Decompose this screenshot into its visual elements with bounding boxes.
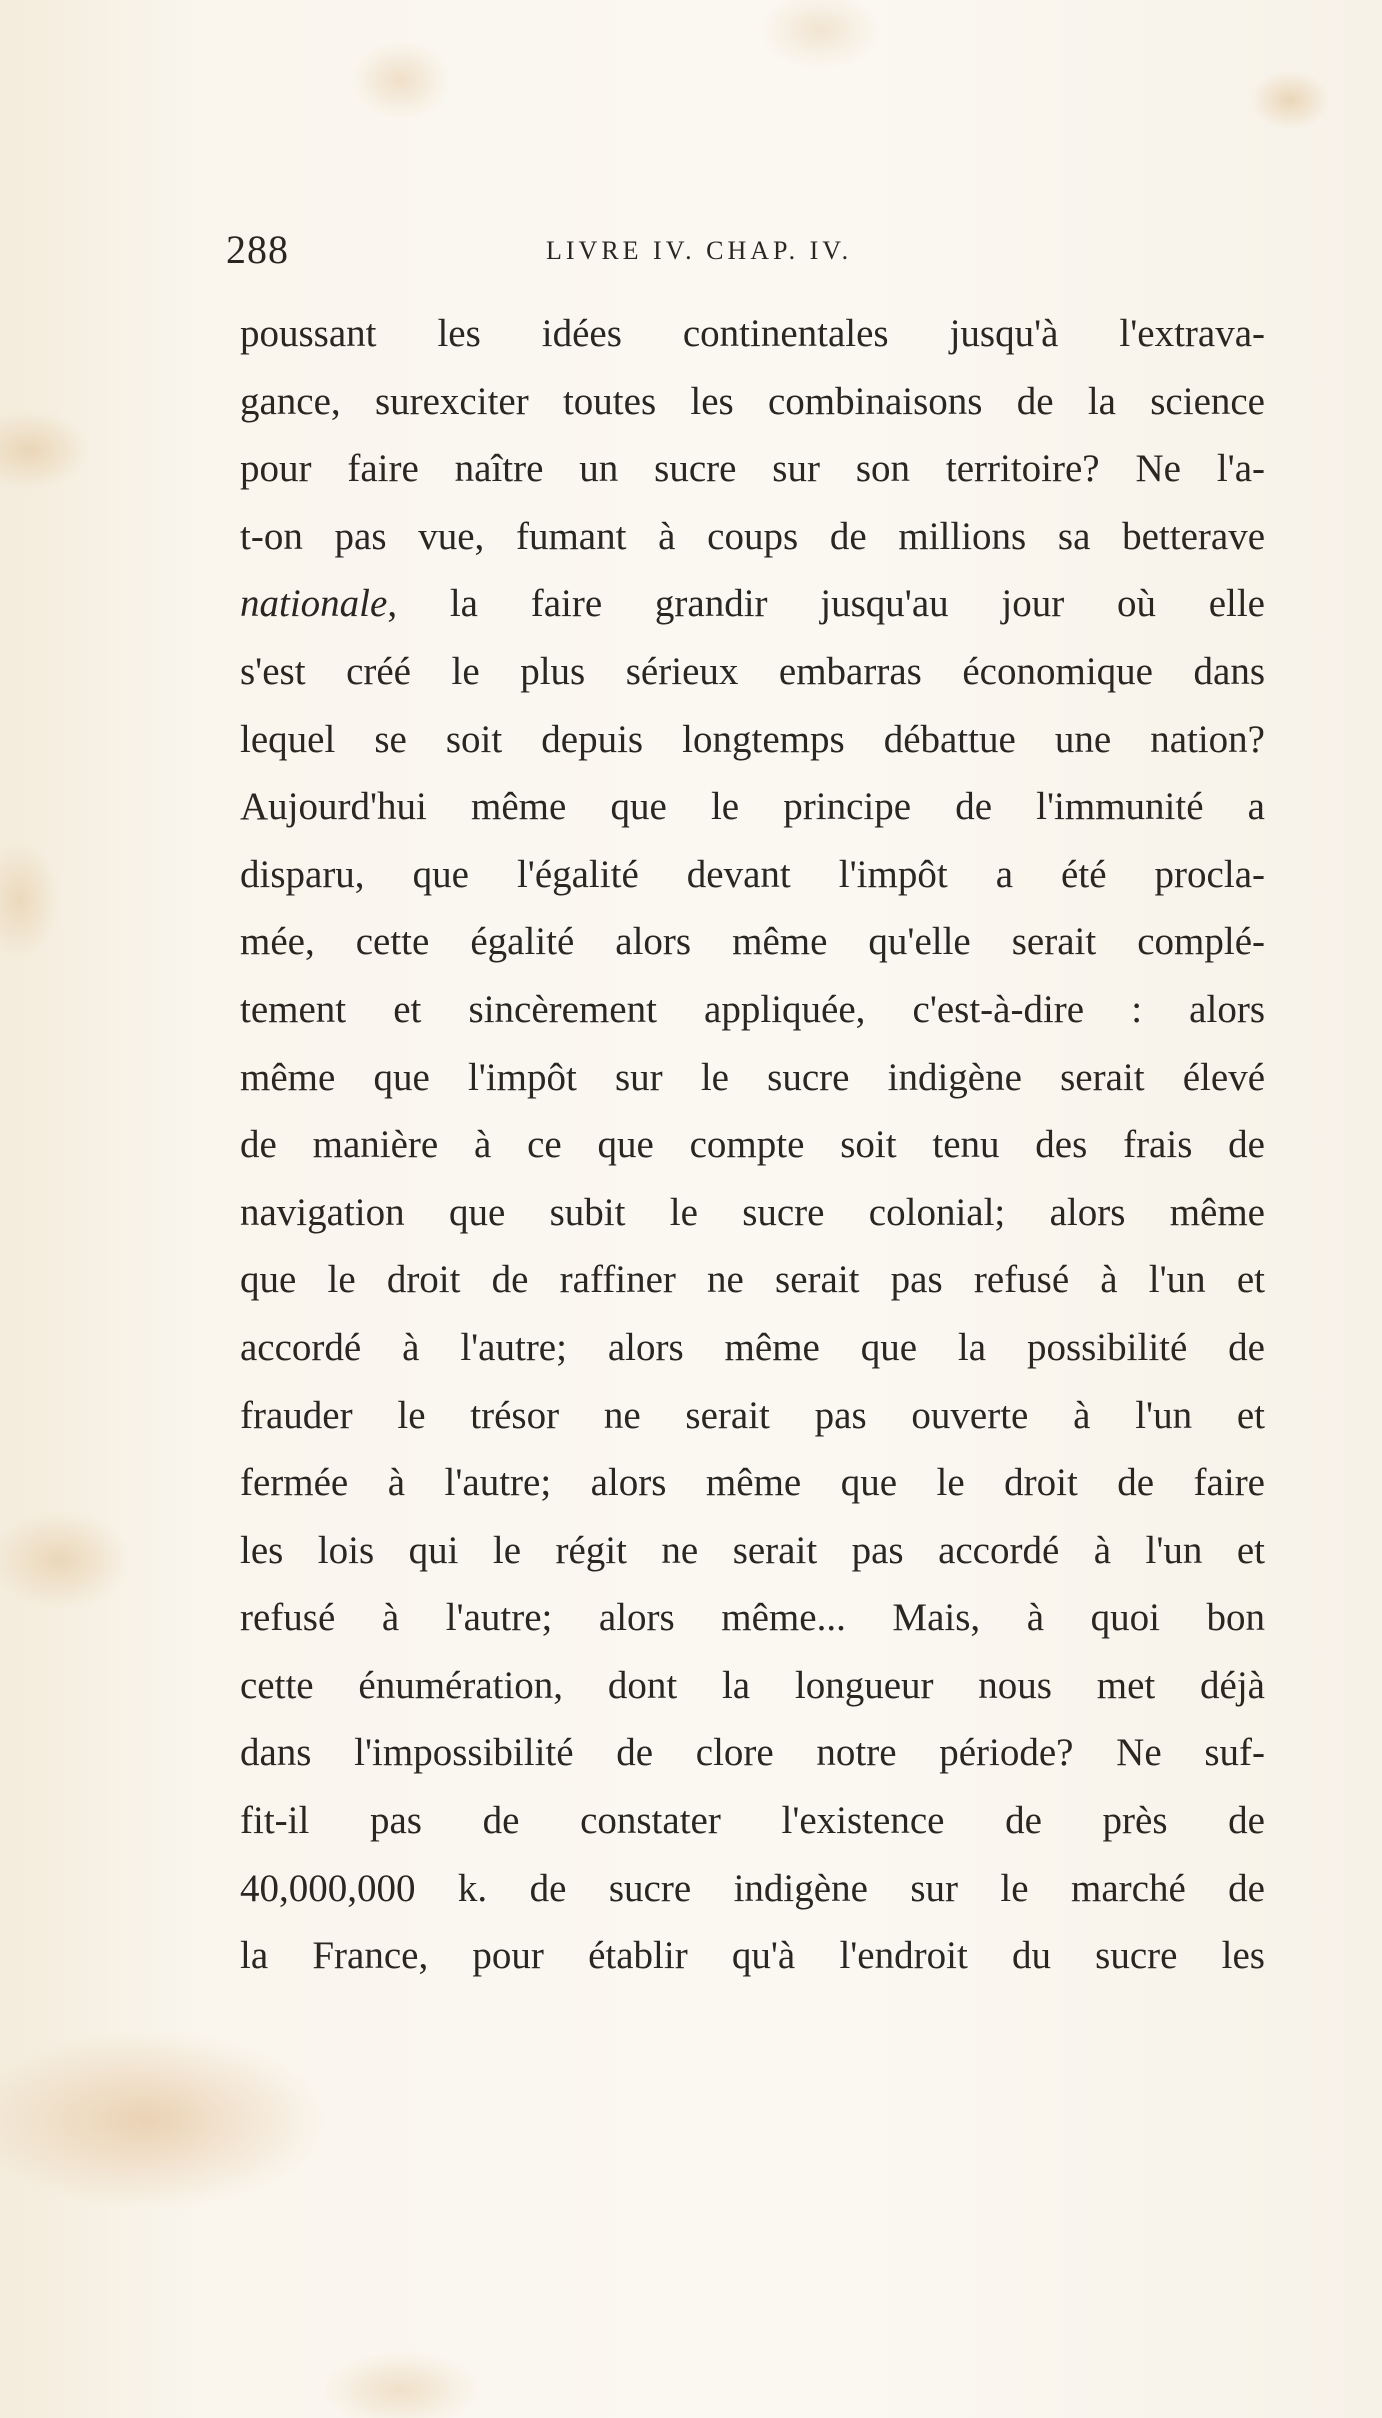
text-line xyxy=(240,570,1265,638)
text-line: fit-il pas de constater l'existence de près de xyxy=(240,1799,1265,1843)
text-line: disparu, que l'égalité devant l'impôt a été procla- xyxy=(240,852,1265,896)
page-header xyxy=(226,226,1266,286)
text-line: lequel se soit depuis longtemps débattue une nation? xyxy=(240,717,1265,761)
text-line: accordé à l'autre; alors même que la possibilité de xyxy=(240,1325,1265,1369)
text-line: cette énumération, dont la longueur nous met déjà xyxy=(240,1663,1265,1707)
text-line: s'est créé le plus sérieux embarras économique dans xyxy=(240,649,1265,693)
text-line: fermée à l'autre; alors même que le droit de faire xyxy=(240,1461,1265,1505)
text-line: t-on pas vue, fumant à coups de millions sa betterave xyxy=(240,514,1265,558)
text-line: dans l'impossibilité de clore notre période? Ne suf- xyxy=(240,1731,1265,1775)
text-line: mée, cette égalité alors même qu'elle serait complé- xyxy=(240,920,1265,964)
text-line: que le droit de raffiner ne serait pas refusé à l'un et xyxy=(240,1258,1265,1302)
text-line: tement et sincèrement appliquée, c'est-à-dire : alors xyxy=(240,987,1265,1031)
text-line: même que l'impôt sur le sucre indigène serait élevé xyxy=(240,1055,1265,1099)
text-line: de manière à ce que compte soit tenu des frais de xyxy=(240,1123,1265,1167)
text-line: 40,000,000 k. de sucre indigène sur le marché de xyxy=(240,1866,1265,1910)
text-line: gance, surexciter toutes les combinaisons de la science xyxy=(240,379,1265,423)
text-line: poussant les idées continentales jusqu'à l'extrava- xyxy=(240,312,1265,355)
text-line: navigation que subit le sucre colonial; alors même xyxy=(240,1190,1265,1234)
text-line: refusé à l'autre; alors même... Mais, à quoi bon xyxy=(240,1596,1265,1640)
text-line: la France, pour établir qu'à l'endroit du sucre les xyxy=(240,1934,1265,1978)
text-line: pour faire naître un sucre sur son territoire? Ne l'a- xyxy=(240,447,1265,491)
body-text xyxy=(240,300,1265,1990)
page-number: 288 xyxy=(226,227,289,272)
running-head: LIVRE IV. CHAP. IV. xyxy=(546,236,853,265)
italic-word: nationale xyxy=(240,582,388,626)
text-line: les lois qui le régit ne serait pas accordé à l'un et xyxy=(240,1528,1265,1572)
text-line: Aujourd'hui même que le principe de l'immunité a xyxy=(240,785,1265,829)
line-rest: , la faire grandir jusqu'au jour où elle xyxy=(387,582,1265,626)
text-line: frauder le trésor ne serait pas ouverte à l'un et xyxy=(240,1393,1265,1437)
